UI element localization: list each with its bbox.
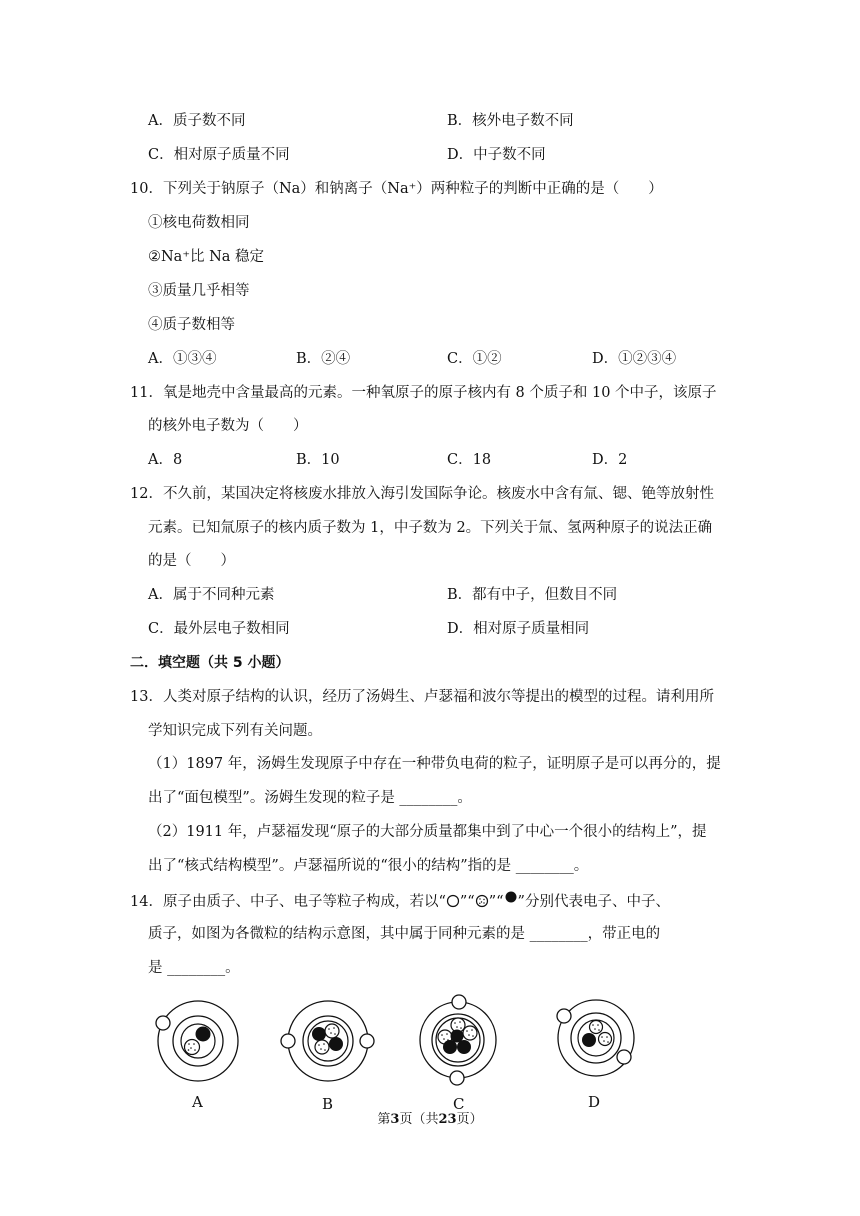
q12-stem-line-1: 12．不久前，某国决定将核废水排放入海引发国际争论。核废水中含有氚、锶、铯等放射性	[130, 486, 714, 502]
q9-option-a: A．质子数不同	[148, 113, 246, 129]
atom-diagram-b	[278, 996, 378, 1086]
q9-option-c: C．相对原子质量不同	[148, 147, 290, 163]
q10-stem: 10．下列关于钠原子（Na）和钠离子（Na⁺）两种粒子的判断中正确的是（ ）	[130, 181, 663, 197]
q10-option-a: A．①③④	[148, 351, 217, 367]
q11-stem-line-2: 的核外电子数为（ ）	[148, 418, 308, 434]
q14-line1-text-d: ”分别代表电子、中子、	[517, 894, 670, 910]
q10-statement-2: ②Na⁺比 Na 稳定	[148, 249, 265, 265]
q12-option-c: C．最外层电子数相同	[148, 621, 290, 637]
q13-stem-line-1: 13．人类对原子结构的认识，经历了汤姆生、卢瑟福和波尔等提出的模型的过程。请利用所	[130, 689, 714, 705]
electron	[452, 995, 466, 1009]
proton	[451, 1030, 464, 1043]
footer-mid: 页（共	[399, 1112, 439, 1127]
diagram-label-b: B	[322, 1095, 334, 1113]
q11-option-a: A．8	[148, 452, 183, 468]
neutron	[185, 1040, 200, 1055]
electron	[281, 1034, 295, 1048]
neutron	[590, 1021, 603, 1034]
diagram-label-c: C	[453, 1095, 465, 1113]
neutron	[463, 1026, 477, 1040]
section-title: 二．填空题（共 5 小题）	[130, 655, 290, 671]
footer-prefix: 第	[377, 1112, 391, 1127]
diagram-label-d: D	[588, 1093, 601, 1111]
q10-statement-4: ④质子数相等	[148, 317, 235, 333]
q13-part2-line-2: 出了“核式结构模型”。卢瑟福所说的“很小的结构”指的是 ________。	[148, 858, 589, 874]
q12-stem-line-3: 的是（ ）	[148, 553, 235, 569]
electron	[360, 1034, 374, 1048]
q14-stem-line-3: 是 ________。	[148, 960, 240, 976]
electron	[156, 1016, 170, 1030]
q14-stem-line-1	[130, 890, 670, 912]
diagram-label-a: A	[192, 1093, 203, 1111]
neutron-symbol-icon	[475, 894, 489, 908]
proton	[329, 1037, 343, 1051]
proton	[196, 1027, 211, 1042]
proton	[582, 1033, 596, 1047]
q11-option-c: C．18	[447, 452, 492, 468]
q13-part1-line-1: （1）1897 年，汤姆生发现原子中存在一种带负电荷的粒子，证明原子是可以再分的，提	[148, 756, 721, 772]
electron	[450, 1071, 464, 1085]
q10-statement-3: ③质量几乎相等	[148, 283, 250, 299]
q13-stem-line-2: 学知识完成下列有关问题。	[148, 723, 322, 739]
q14-stem-line-2: 质子，如图为各微粒的结构示意图，其中属于同种元素的是 ________，带正电的	[148, 926, 661, 942]
q10-option-b: B．②④	[296, 351, 351, 367]
q11-option-b: B．10	[296, 452, 340, 468]
q14-line1-text-b: ”“	[459, 894, 475, 910]
atom-diagram-a	[148, 1000, 248, 1090]
page-footer	[0, 1111, 860, 1129]
q10-option-c: C．①②	[447, 351, 502, 367]
q12-option-d: D．相对原子质量相同	[447, 621, 590, 637]
neutron	[599, 1033, 612, 1046]
q12-stem-line-2: 元素。已知氚原子的核内质子数为 1，中子数为 2。下列关于氚、氢两种原子的说法正确	[148, 520, 713, 536]
q11-stem-line-1: 11．氧是地壳中含量最高的元素。一种氧原子的原子核内有 8 个质子和 10 个中子，该原子	[130, 385, 717, 401]
q13-part1-line-2: 出了“面包模型”。汤姆生发现的粒子是 ________。	[148, 790, 472, 806]
footer-suffix: 页）	[456, 1112, 483, 1127]
q11-option-d: D．2	[592, 452, 628, 468]
footer-total-pages: 23	[438, 1112, 457, 1127]
q12-option-a: A．属于不同种元素	[148, 587, 275, 603]
atom-diagram-c	[410, 990, 510, 1090]
neutron	[325, 1024, 339, 1038]
q10-option-d: D．①②③④	[592, 351, 677, 367]
q12-option-b: B．都有中子，但数目不同	[447, 587, 618, 603]
q9-option-d: D．中子数不同	[447, 147, 546, 163]
proton	[312, 1027, 326, 1041]
neutron	[315, 1040, 329, 1054]
electron	[557, 1009, 571, 1023]
atom-diagram-d	[550, 996, 650, 1086]
electron-symbol-icon	[446, 894, 460, 908]
q13-part2-line-1: （2）1911 年，卢瑟福发现“原子的大部分质量都集中到了中心一个很小的结构上”，提	[148, 824, 707, 840]
electron	[617, 1050, 631, 1064]
footer-page-number: 3	[390, 1112, 400, 1127]
q10-statement-1: ①核电荷数相同	[148, 215, 250, 231]
proton-symbol-icon	[504, 890, 518, 904]
q14-line1-text-c: ”“	[488, 894, 504, 910]
q9-option-b: B．核外电子数不同	[447, 113, 574, 129]
q14-line1-text-a: 14．原子由质子、中子、电子等粒子构成，若以“	[130, 894, 446, 910]
